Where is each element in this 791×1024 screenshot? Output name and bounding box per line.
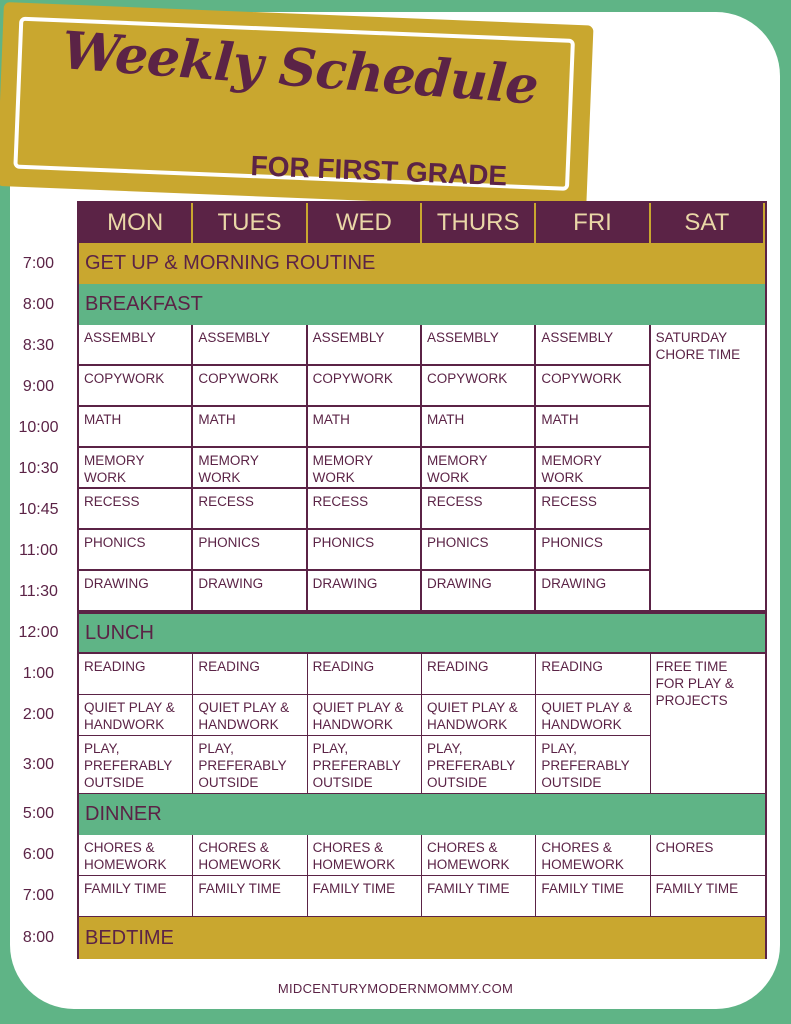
schedule-cell: FAMILY TIME: [79, 876, 193, 917]
schedule-cell: MATH: [422, 407, 536, 448]
schedule-cell: MEMORY WORK: [308, 448, 422, 489]
schedule-cell: FAMILY TIME: [422, 876, 536, 917]
schedule-cell: PHONICS: [79, 530, 193, 571]
day-header-wed: WED: [308, 203, 422, 243]
schedule-cell: DRAWING: [193, 571, 307, 612]
schedule-cell: FAMILY TIME: [308, 876, 422, 917]
time-label: 7:00: [22, 887, 55, 904]
band-wake: GET UP & MORNING ROUTINE: [79, 243, 765, 284]
schedule-cell: COPYWORK: [193, 366, 307, 407]
time-label: 3:00: [22, 756, 55, 773]
time-label: 10:45: [18, 501, 59, 518]
schedule-cell: DRAWING: [308, 571, 422, 612]
schedule-cell: PLAY, PREFERABLY OUTSIDE: [422, 736, 536, 794]
time-label: 11:30: [19, 583, 58, 600]
schedule-cell: READING: [536, 654, 650, 695]
time-label: 1:00: [22, 665, 55, 682]
schedule-cell: MATH: [79, 407, 193, 448]
schedule-cell: MATH: [308, 407, 422, 448]
schedule-cell: ASSEMBLY: [79, 325, 193, 366]
schedule-cell: CHORES & HOMEWORK: [536, 835, 650, 876]
schedule-cell: COPYWORK: [422, 366, 536, 407]
day-header-sat: SAT: [651, 203, 765, 243]
schedule-cell: QUIET PLAY & HANDWORK: [536, 695, 650, 736]
page-title: Weekly Schedule: [59, 20, 540, 117]
schedule-cell: READING: [308, 654, 422, 695]
schedule-cell: QUIET PLAY & HANDWORK: [79, 695, 193, 736]
schedule-cell: COPYWORK: [79, 366, 193, 407]
schedule-cell: RECESS: [536, 489, 650, 530]
day-header-thurs: THURS: [422, 203, 536, 243]
schedule-cell: MEMORY WORK: [536, 448, 650, 489]
schedule-cell: COPYWORK: [536, 366, 650, 407]
saturday-chore-cell: SATURDAY CHORE TIME: [651, 325, 765, 612]
time-label: 8:30: [22, 337, 55, 354]
saturday-free-time-cell: FREE TIME FOR PLAY & PROJECTS: [651, 654, 765, 794]
schedule-cell: MATH: [536, 407, 650, 448]
schedule-cell: DRAWING: [79, 571, 193, 612]
schedule-cell: MEMORY WORK: [422, 448, 536, 489]
band-dinner: DINNER: [79, 794, 765, 835]
time-label: 2:00: [22, 706, 55, 723]
schedule-cell: PLAY, PREFERABLY OUTSIDE: [536, 736, 650, 794]
schedule-cell: ASSEMBLY: [308, 325, 422, 366]
footer-url: MIDCENTURYMODERNMOMMY.COM: [277, 981, 514, 996]
schedule-cell: READING: [422, 654, 536, 695]
day-header-mon: MON: [79, 203, 193, 243]
schedule-cell: MEMORY WORK: [79, 448, 193, 489]
schedule-cell: MATH: [193, 407, 307, 448]
schedule-cell: RECESS: [79, 489, 193, 530]
schedule-cell: ASSEMBLY: [422, 325, 536, 366]
saturday-chores-cell: CHORES: [651, 835, 765, 876]
schedule-cell: PHONICS: [422, 530, 536, 571]
schedule-cell: QUIET PLAY & HANDWORK: [193, 695, 307, 736]
band-lunch: LUNCH: [79, 612, 765, 654]
schedule-cell: FAMILY TIME: [536, 876, 650, 917]
schedule-cell: PHONICS: [536, 530, 650, 571]
schedule-cell: RECESS: [422, 489, 536, 530]
schedule-cell: PLAY, PREFERABLY OUTSIDE: [193, 736, 307, 794]
time-label: 5:00: [22, 805, 55, 822]
schedule-cell: DRAWING: [536, 571, 650, 612]
band-breakfast: BREAKFAST: [79, 284, 765, 325]
time-label: 11:00: [19, 542, 58, 559]
schedule-cell: CHORES & HOMEWORK: [422, 835, 536, 876]
day-header-fri: FRI: [536, 203, 650, 243]
title-banner: [0, 2, 594, 210]
schedule-cell: CHORES & HOMEWORK: [79, 835, 193, 876]
schedule-grid: [77, 201, 767, 959]
page-subtitle: FOR FIRST GRADE: [250, 150, 508, 192]
schedule-cell: CHORES & HOMEWORK: [308, 835, 422, 876]
schedule-cell: CHORES & HOMEWORK: [193, 835, 307, 876]
time-label: 7:00: [22, 255, 55, 272]
time-label: 10:30: [18, 460, 59, 477]
schedule-cell: QUIET PLAY & HANDWORK: [422, 695, 536, 736]
schedule-cell: FAMILY TIME: [193, 876, 307, 917]
schedule-cell: READING: [193, 654, 307, 695]
schedule-cell: DRAWING: [422, 571, 536, 612]
time-label: 6:00: [22, 846, 55, 863]
schedule-cell: ASSEMBLY: [193, 325, 307, 366]
time-label: 8:00: [22, 929, 55, 946]
schedule-cell: ASSEMBLY: [536, 325, 650, 366]
schedule-cell: PLAY, PREFERABLY OUTSIDE: [308, 736, 422, 794]
schedule-cell: RECESS: [193, 489, 307, 530]
schedule-cell: PLAY, PREFERABLY OUTSIDE: [79, 736, 193, 794]
time-label: 9:00: [22, 378, 55, 395]
time-label: 10:00: [18, 419, 59, 436]
schedule-cell: MEMORY WORK: [193, 448, 307, 489]
schedule-cell: RECESS: [308, 489, 422, 530]
schedule-cell: PHONICS: [308, 530, 422, 571]
time-label: 8:00: [22, 296, 55, 313]
schedule-cell: QUIET PLAY & HANDWORK: [308, 695, 422, 736]
time-label: 12:00: [18, 624, 59, 641]
day-header-tues: TUES: [193, 203, 307, 243]
band-bedtime: BEDTIME: [79, 917, 765, 959]
schedule-cell: READING: [79, 654, 193, 695]
schedule-cell: COPYWORK: [308, 366, 422, 407]
saturday-family-cell: FAMILY TIME: [651, 876, 765, 917]
schedule-cell: PHONICS: [193, 530, 307, 571]
